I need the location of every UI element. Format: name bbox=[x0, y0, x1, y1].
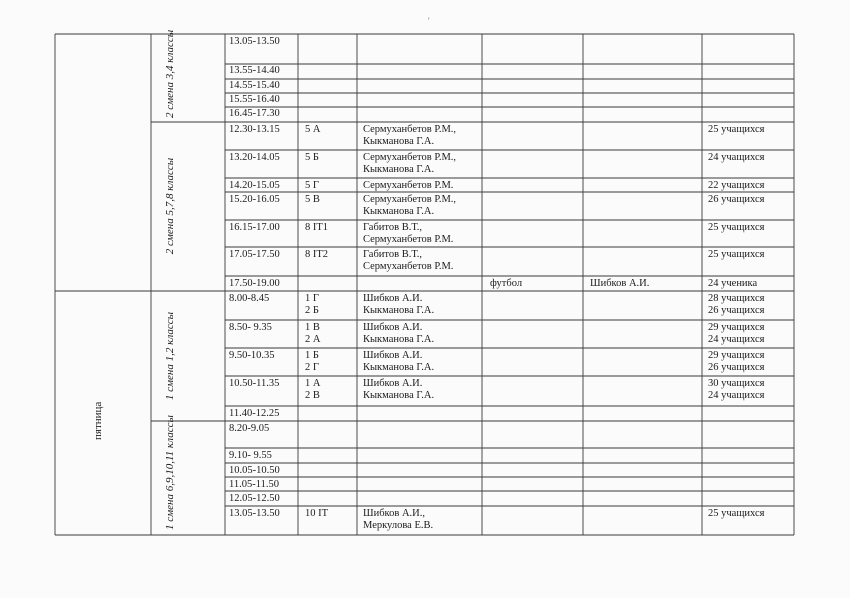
cell-time: 11.05-11.50 bbox=[229, 479, 279, 490]
cell-students: 25 учащихся bbox=[708, 222, 765, 233]
cell-class: 1 Б 2 Г bbox=[305, 350, 319, 373]
group-label-g2: 2 смена 5,7,8 классы bbox=[164, 157, 176, 255]
cell-class: 5 В bbox=[305, 194, 320, 205]
cell-time: 14.55-15.40 bbox=[229, 80, 280, 91]
cell-time: 13.05-13.50 bbox=[229, 36, 280, 47]
cell-teachers: Шибков А.И., Меркулова Е.В. bbox=[363, 508, 434, 531]
cell-students: 29 учащихся 24 учащихся bbox=[708, 322, 765, 345]
cell-activity: футбол bbox=[490, 278, 523, 289]
cell-time: 9.10- 9.55 bbox=[229, 450, 272, 461]
cell-students: 28 учащихся 26 учащихся bbox=[708, 293, 765, 316]
cell-time: 9.50-10.35 bbox=[229, 350, 275, 361]
cell-students: 29 учащихся 26 учащихся bbox=[708, 350, 765, 373]
cell-time: 13.20-14.05 bbox=[229, 152, 280, 163]
cell-teachers: Шибков А.И. Кыкманова Г.А. bbox=[363, 350, 435, 373]
day-label: пятница bbox=[92, 401, 104, 440]
cell-students: 25 учащихся bbox=[708, 249, 765, 260]
cell-students: 30 учащихся 24 учащихся bbox=[708, 378, 765, 401]
cell-teachers: Габитов В.Т., Сермуханбетов Р.М. bbox=[363, 249, 454, 272]
cell-time: 13.05-13.50 bbox=[229, 508, 280, 519]
cell-time: 17.05-17.50 bbox=[229, 249, 280, 260]
cell-time: 11.40-12.25 bbox=[229, 408, 280, 419]
cell-time: 10.50-11.35 bbox=[229, 378, 280, 389]
cell-students: 25 учащихся bbox=[708, 508, 765, 519]
scan-mark: ' bbox=[428, 16, 430, 26]
cell-time: 10.05-10.50 bbox=[229, 465, 280, 476]
cell-teachers: Сермуханбетов Р.М., Кыкманова Г.А. bbox=[363, 194, 457, 217]
cell-time: 12.30-13.15 bbox=[229, 124, 280, 135]
cell-class: 1 Г 2 Б bbox=[305, 293, 319, 316]
group-label-g1: 2 смена 3,4 классы bbox=[164, 29, 176, 118]
cell-students: 26 учащихся bbox=[708, 194, 765, 205]
cell-time: 15.55-16.40 bbox=[229, 94, 280, 105]
cell-class: 1 А 2 В bbox=[305, 378, 321, 401]
cell-time: 16.15-17.00 bbox=[229, 222, 280, 233]
cell-class: 8 IT1 bbox=[305, 222, 329, 233]
cell-teachers: Сермуханбетов Р.М., Кыкманова Г.А. bbox=[363, 124, 457, 147]
cell-class: 1 В 2 А bbox=[305, 322, 321, 345]
cell-class: 8 IT2 bbox=[305, 249, 329, 260]
cell-time: 12.05-12.50 bbox=[229, 493, 280, 504]
cell-coach: Шибков А.И. bbox=[590, 278, 650, 289]
cell-teachers: Шибков А.И. Кыкманова Г.А. bbox=[363, 378, 435, 401]
cell-time: 8.20-9.05 bbox=[229, 423, 270, 434]
cell-teachers: Шибков А.И. Кыкманова Г.А. bbox=[363, 293, 435, 316]
cell-class: 5 Г bbox=[305, 180, 319, 191]
cell-time: 17.50-19.00 bbox=[229, 278, 280, 289]
cell-time: 16.45-17.30 bbox=[229, 108, 280, 119]
cell-students: 24 ученика bbox=[708, 278, 758, 289]
cell-class: 5 А bbox=[305, 124, 321, 135]
cell-students: 24 учащихся bbox=[708, 152, 765, 163]
cell-class: 5 Б bbox=[305, 152, 319, 163]
cell-teachers: Габитов В.Т., Сермуханбетов Р.М. bbox=[363, 222, 454, 245]
cell-students: 25 учащихся bbox=[708, 124, 765, 135]
cell-teachers: Шибков А.И. Кыкманова Г.А. bbox=[363, 322, 435, 345]
cell-students: 22 учащихся bbox=[708, 180, 765, 191]
cell-time: 14.20-15.05 bbox=[229, 180, 280, 191]
cell-time: 8.50- 9.35 bbox=[229, 322, 272, 333]
group-label-g4: 1 смена 6,9,10,11 классы bbox=[164, 415, 176, 530]
cell-teachers: Сермуханбетов Р.М. bbox=[363, 180, 454, 191]
cell-time: 13.55-14.40 bbox=[229, 65, 280, 76]
cell-class: 10 IT bbox=[305, 508, 329, 519]
cell-teachers: Сермуханбетов Р.М., Кыкманова Г.А. bbox=[363, 152, 457, 175]
cell-time: 15.20-16.05 bbox=[229, 194, 280, 205]
cell-time: 8.00-8.45 bbox=[229, 293, 270, 304]
group-label-g3: 1 смена 1,2 классы bbox=[164, 311, 176, 401]
